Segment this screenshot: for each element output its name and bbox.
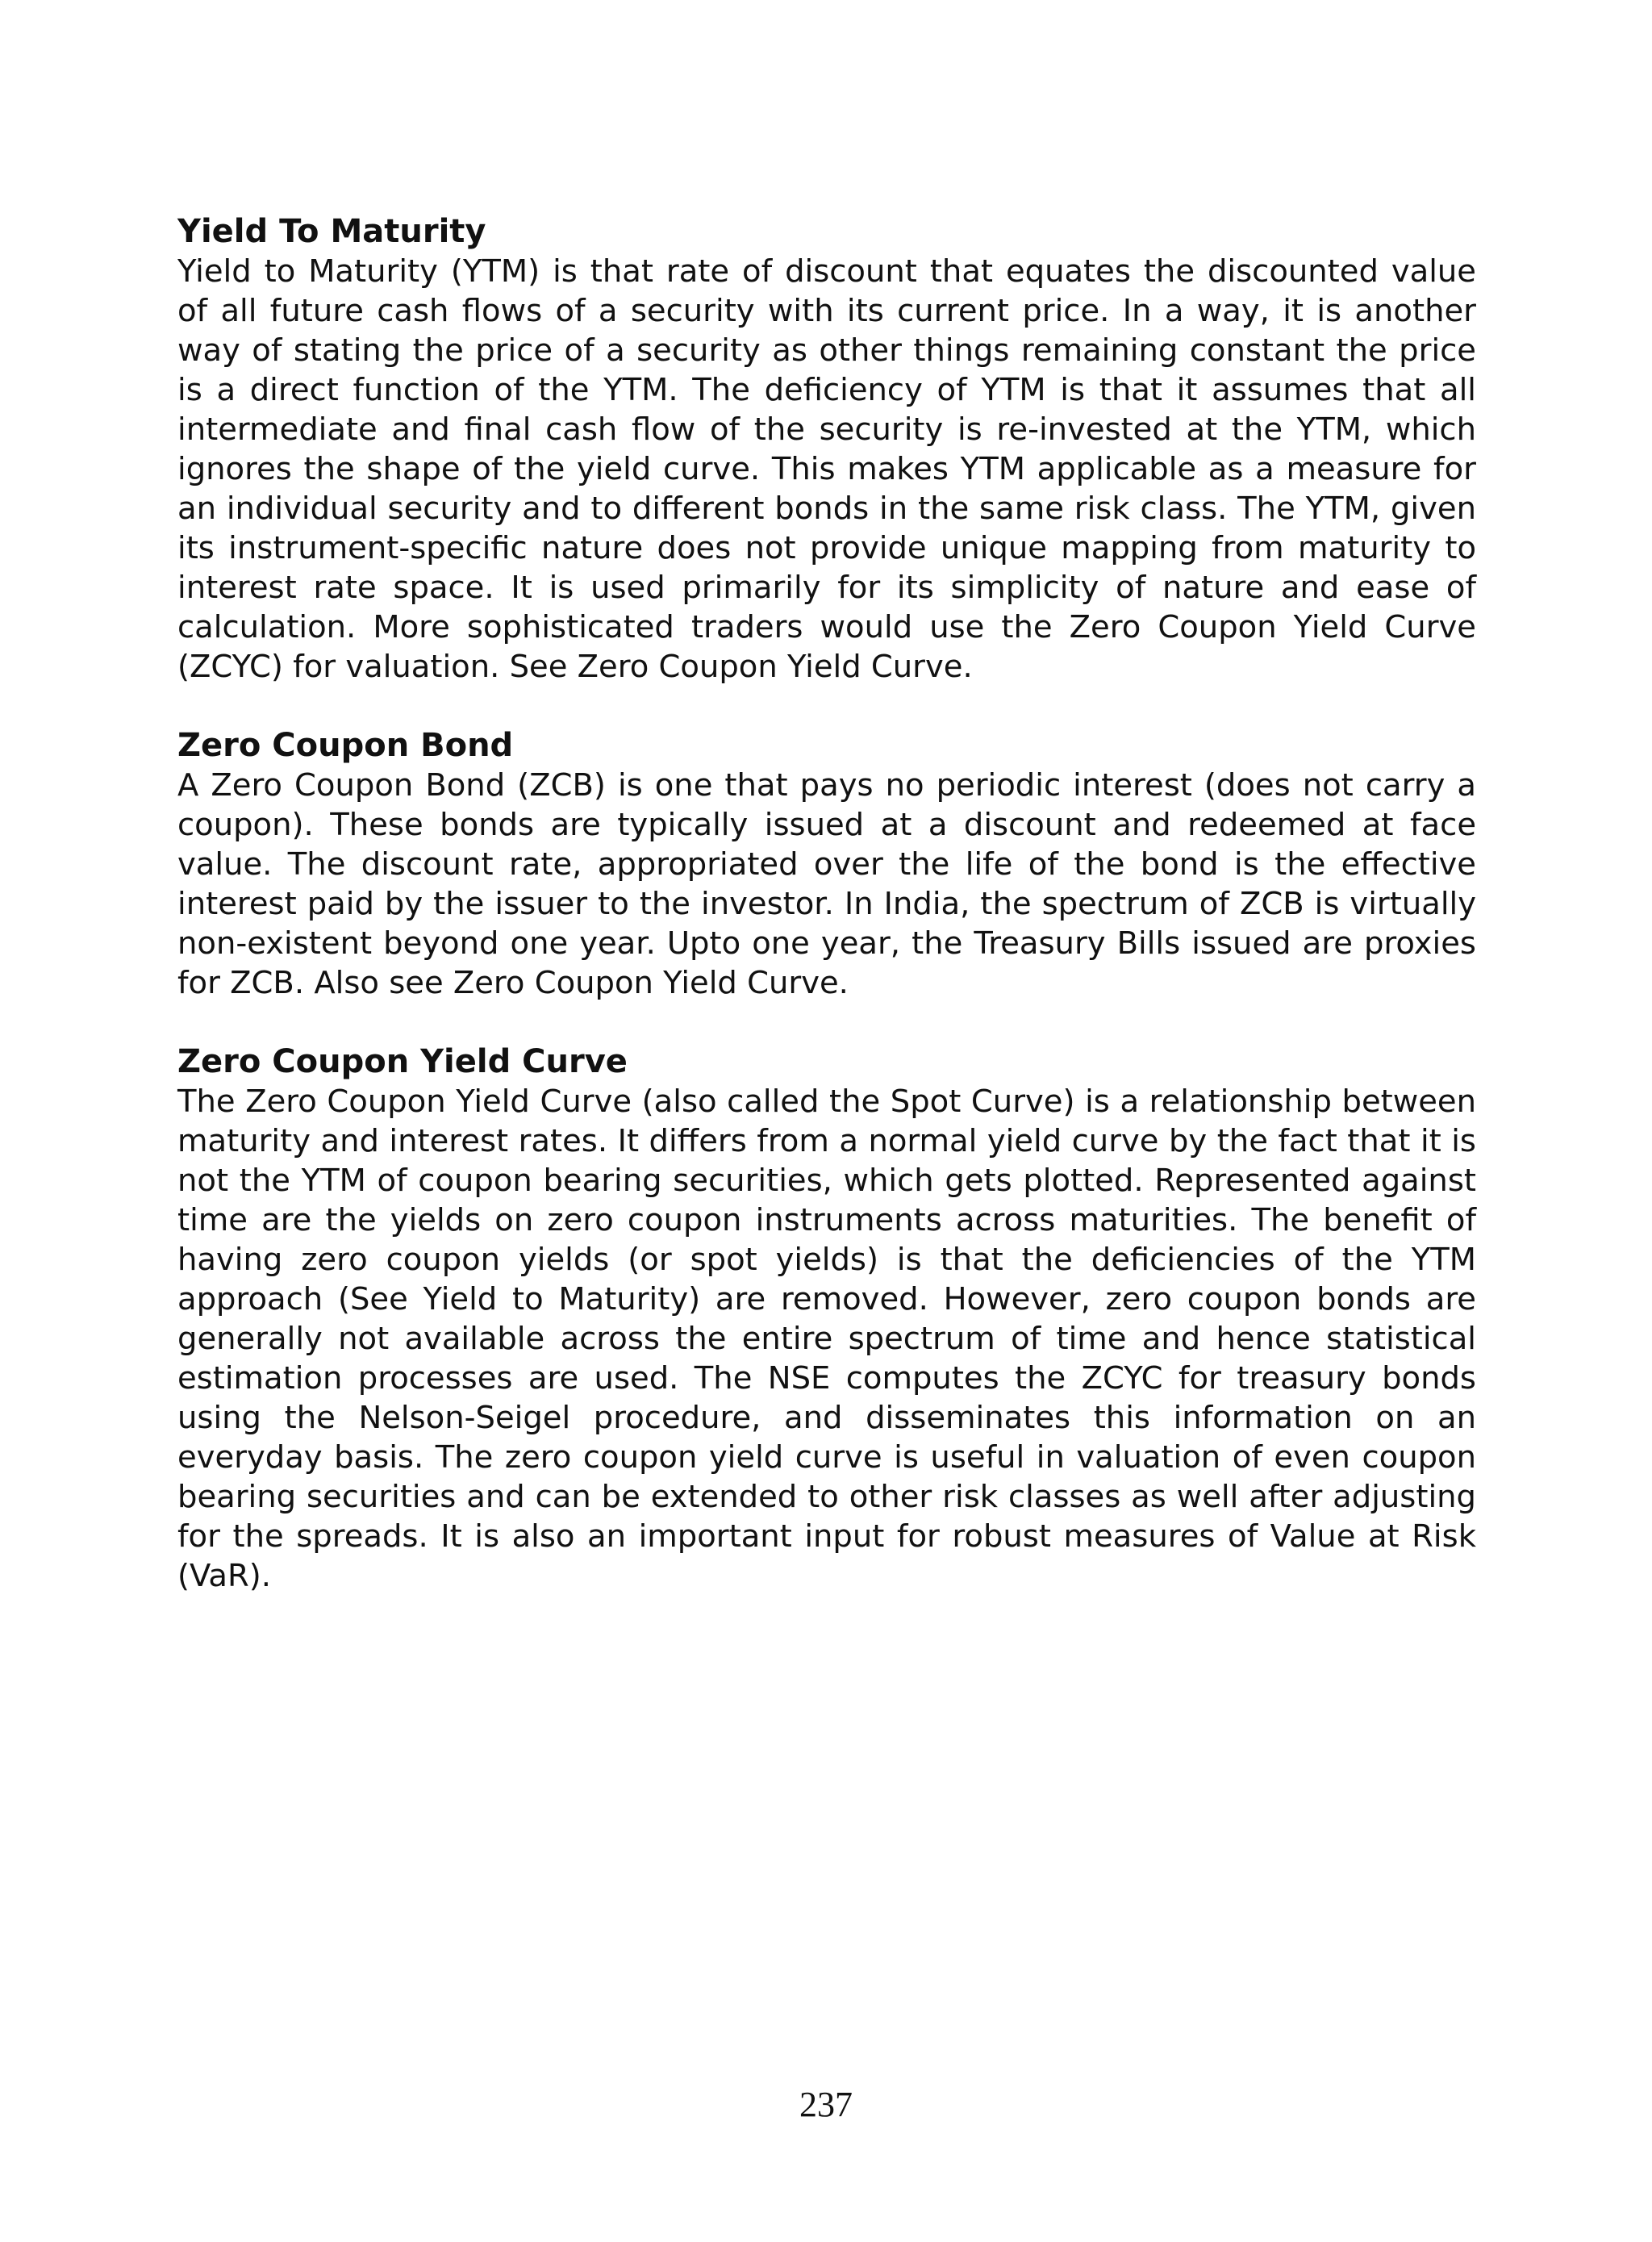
- section-heading: Zero Coupon Yield Curve: [177, 1043, 628, 1080]
- section-yield-to-maturity: [177, 211, 1476, 687]
- section-heading: Yield To Maturity: [177, 213, 486, 250]
- section-zero-coupon-yield-curve: [177, 1042, 1476, 1596]
- section-heading: Zero Coupon Bond: [177, 727, 514, 764]
- section-body: A Zero Coupon Bond (ZCB) is one that pays no periodic interest (does not carry a coupon). These bonds are typically issued at a discount and redeemed at face value. The discount rate, appropriated over the life of the bond is the effective interest paid by the issuer to the investor. In India, the spectrum of ZCB is virtually non-existent beyond one year. Upto one year, the Treasury Bills issued are proxies for ZCB. Also see Zero Coupon Yield Curve.: [177, 767, 1476, 1001]
- document-page: [177, 211, 1476, 1635]
- section-body: Yield to Maturity (YTM) is that rate of discount that equates the discounted value of all future cash flows of a security with its current price. In a way, it is another way of stating the price of a security as other things remaining constant the price is a direct function of the YTM. The deficiency of YTM is that it assumes that all intermediate and final cash flow of the security is re-invested at the YTM, which ignores the shape of the yield curve. This makes YTM applicable as a measure for an individual security and to different bonds in the same risk class. The YTM, given its instrument-specific nature does not provide unique mapping from maturity to interest rate space. It is used primarily for its simplicity of nature and ease of calculation. More sophisticated traders would use the Zero Coupon Yield Curve (ZCYC) for valuation. See Zero Coupon Yield Curve.: [177, 253, 1476, 685]
- page-number: 237: [799, 2085, 853, 2124]
- section-zero-coupon-bond: [177, 725, 1476, 1003]
- section-body: The Zero Coupon Yield Curve (also called the Spot Curve) is a relationship between maturity and interest rates. It differs from a normal yield curve by the fact that it is not the YTM of coupon bearing securities, which gets plotted. Represented against time are the yields on zero coupon instruments across maturities. The benefit of having zero coupon yields (or spot yields) is that the deficiencies of the YTM approach (See Yield to Maturity) are removed. However, zero coupon bonds are generally not available across the entire spectrum of time and hence statistical estimation processes are used. The NSE computes the ZCYC for treasury bonds using the Nelson-Seigel procedure, and disseminates this information on an everyday basis. The zero coupon yield curve is useful in valuation of even coupon bearing securities and can be extended to other risk classes as well after adjusting for the spreads. It is also an important input for robust measures of Value at Risk (VaR).: [177, 1083, 1476, 1594]
